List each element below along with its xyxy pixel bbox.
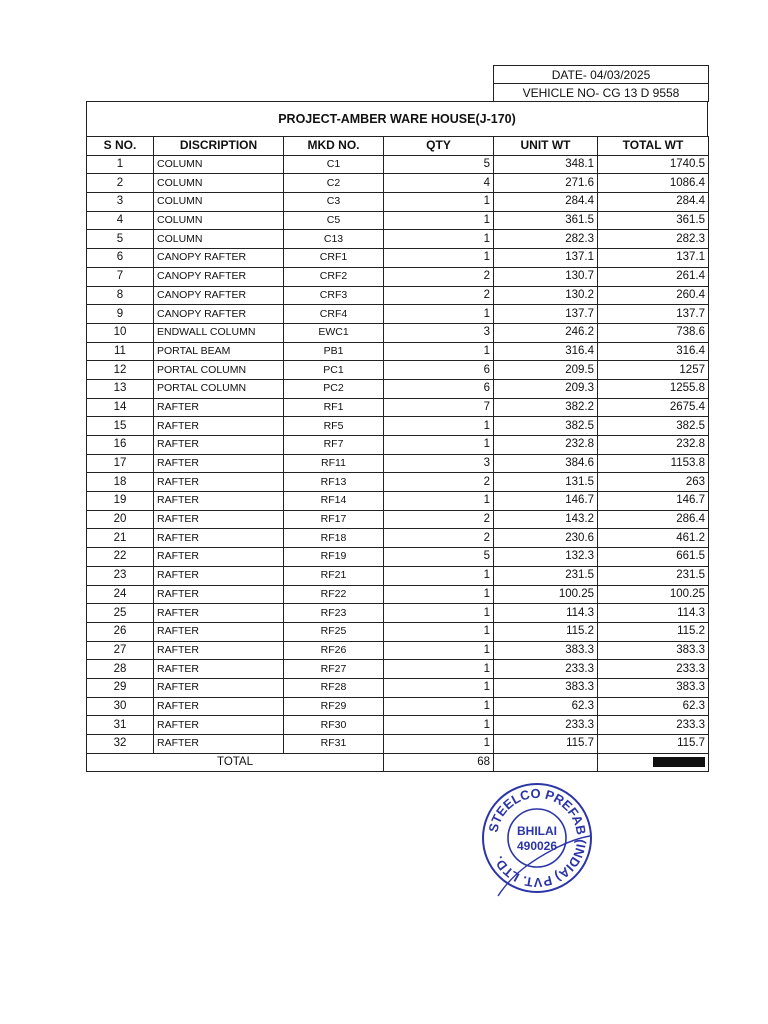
row-description: RAFTER (154, 735, 284, 754)
stamp-pincode: 490026 (516, 839, 558, 853)
row-unit-wt: 209.5 (494, 361, 598, 380)
row-description: COLUMN (154, 193, 284, 212)
row-total-wt: 738.6 (598, 323, 709, 342)
row-sno: 4 (87, 211, 154, 230)
row-qty: 1 (384, 641, 494, 660)
row-qty: 1 (384, 697, 494, 716)
row-qty: 5 (384, 548, 494, 567)
table-row (87, 510, 709, 529)
row-total-wt: 100.25 (598, 585, 709, 604)
row-qty: 1 (384, 585, 494, 604)
row-sno: 23 (87, 566, 154, 585)
row-sno: 31 (87, 716, 154, 735)
row-sno: 28 (87, 660, 154, 679)
row-sno: 5 (87, 230, 154, 249)
row-unit-wt: 115.7 (494, 735, 598, 754)
row-sno: 24 (87, 585, 154, 604)
col-header-qty: QTY (384, 137, 494, 156)
row-total-wt: 661.5 (598, 548, 709, 567)
row-sno: 30 (87, 697, 154, 716)
row-sno: 6 (87, 249, 154, 268)
row-mkd-no: RF13 (284, 473, 384, 492)
row-unit-wt: 100.25 (494, 585, 598, 604)
row-qty: 1 (384, 566, 494, 585)
row-description: CANOPY RAFTER (154, 267, 284, 286)
row-total-wt: 286.4 (598, 510, 709, 529)
row-unit-wt: 384.6 (494, 454, 598, 473)
row-sno: 21 (87, 529, 154, 548)
row-total-wt: 115.7 (598, 735, 709, 754)
table-row (87, 678, 709, 697)
row-sno: 13 (87, 379, 154, 398)
row-sno: 2 (87, 174, 154, 193)
total-unit-empty (494, 753, 598, 772)
row-mkd-no: RF23 (284, 604, 384, 623)
col-header-description: DISCRIPTION (154, 137, 284, 156)
row-qty: 1 (384, 342, 494, 361)
row-qty: 2 (384, 510, 494, 529)
table-row (87, 585, 709, 604)
row-total-wt: 382.5 (598, 417, 709, 436)
row-unit-wt: 131.5 (494, 473, 598, 492)
table-row (87, 230, 709, 249)
row-total-wt: 233.3 (598, 660, 709, 679)
row-description: RAFTER (154, 641, 284, 660)
table-row (87, 211, 709, 230)
row-sno: 25 (87, 604, 154, 623)
row-mkd-no: PC2 (284, 379, 384, 398)
row-total-wt: 146.7 (598, 492, 709, 511)
row-total-wt: 114.3 (598, 604, 709, 623)
row-qty: 1 (384, 604, 494, 623)
row-mkd-no: RF28 (284, 678, 384, 697)
row-unit-wt: 132.3 (494, 548, 598, 567)
row-description: CANOPY RAFTER (154, 305, 284, 324)
table-row (87, 604, 709, 623)
table-row (87, 379, 709, 398)
row-description: CANOPY RAFTER (154, 286, 284, 305)
row-mkd-no: CRF1 (284, 249, 384, 268)
row-unit-wt: 361.5 (494, 211, 598, 230)
row-description: RAFTER (154, 585, 284, 604)
table-row (87, 323, 709, 342)
row-total-wt: 1086.4 (598, 174, 709, 193)
row-unit-wt: 231.5 (494, 566, 598, 585)
row-mkd-no: RF1 (284, 398, 384, 417)
row-sno: 27 (87, 641, 154, 660)
row-unit-wt: 382.2 (494, 398, 598, 417)
row-unit-wt: 230.6 (494, 529, 598, 548)
row-mkd-no: RF19 (284, 548, 384, 567)
row-mkd-no: CRF3 (284, 286, 384, 305)
row-unit-wt: 146.7 (494, 492, 598, 511)
row-total-wt: 383.3 (598, 678, 709, 697)
row-total-wt: 361.5 (598, 211, 709, 230)
row-total-wt: 231.5 (598, 566, 709, 585)
row-unit-wt: 282.3 (494, 230, 598, 249)
row-description: RAFTER (154, 417, 284, 436)
table-row (87, 641, 709, 660)
row-qty: 1 (384, 305, 494, 324)
row-qty: 2 (384, 286, 494, 305)
row-total-wt: 263 (598, 473, 709, 492)
row-mkd-no: RF5 (284, 417, 384, 436)
row-unit-wt: 137.1 (494, 249, 598, 268)
row-description: PORTAL COLUMN (154, 379, 284, 398)
row-mkd-no: RF26 (284, 641, 384, 660)
row-sno: 11 (87, 342, 154, 361)
total-row (87, 753, 709, 772)
row-description: COLUMN (154, 230, 284, 249)
row-mkd-no: RF11 (284, 454, 384, 473)
row-qty: 1 (384, 678, 494, 697)
row-sno: 26 (87, 622, 154, 641)
row-description: RAFTER (154, 529, 284, 548)
table-header-row (87, 137, 709, 156)
row-qty: 3 (384, 323, 494, 342)
row-mkd-no: RF30 (284, 716, 384, 735)
row-total-wt: 137.7 (598, 305, 709, 324)
table-row (87, 174, 709, 193)
row-qty: 1 (384, 417, 494, 436)
row-sno: 19 (87, 492, 154, 511)
row-qty: 1 (384, 660, 494, 679)
col-header-total-wt: TOTAL WT (598, 137, 709, 156)
table-row (87, 436, 709, 455)
row-total-wt: 62.3 (598, 697, 709, 716)
row-description: COLUMN (154, 211, 284, 230)
row-description: RAFTER (154, 492, 284, 511)
row-qty: 2 (384, 529, 494, 548)
row-mkd-no: RF14 (284, 492, 384, 511)
items-table (86, 136, 709, 772)
row-total-wt: 1153.8 (598, 454, 709, 473)
table-row (87, 622, 709, 641)
company-stamp (478, 778, 596, 898)
table-body (87, 155, 709, 753)
row-qty: 2 (384, 267, 494, 286)
row-sno: 18 (87, 473, 154, 492)
row-total-wt: 261.4 (598, 267, 709, 286)
row-qty: 1 (384, 211, 494, 230)
row-description: RAFTER (154, 473, 284, 492)
row-unit-wt: 233.3 (494, 660, 598, 679)
col-header-mkd-no: MKD NO. (284, 137, 384, 156)
row-total-wt: 1255.8 (598, 379, 709, 398)
row-total-wt: 383.3 (598, 641, 709, 660)
row-description: COLUMN (154, 155, 284, 174)
row-description: RAFTER (154, 548, 284, 567)
row-unit-wt: 137.7 (494, 305, 598, 324)
row-qty: 1 (384, 230, 494, 249)
row-total-wt: 282.3 (598, 230, 709, 249)
row-total-wt: 233.3 (598, 716, 709, 735)
row-unit-wt: 130.7 (494, 267, 598, 286)
table-row (87, 305, 709, 324)
row-total-wt: 2675.4 (598, 398, 709, 417)
row-total-wt: 115.2 (598, 622, 709, 641)
row-total-wt: 284.4 (598, 193, 709, 212)
stamp-ring-text: STEELCO PREFAB (INDIA) PVT. LTD. (485, 785, 590, 891)
row-unit-wt: 233.3 (494, 716, 598, 735)
table-row (87, 342, 709, 361)
row-total-wt: 1257 (598, 361, 709, 380)
row-total-wt: 1740.5 (598, 155, 709, 174)
row-mkd-no: CRF4 (284, 305, 384, 324)
table-row (87, 454, 709, 473)
row-total-wt: 260.4 (598, 286, 709, 305)
row-sno: 8 (87, 286, 154, 305)
row-description: RAFTER (154, 398, 284, 417)
table-row (87, 548, 709, 567)
row-sno: 14 (87, 398, 154, 417)
table-row (87, 361, 709, 380)
row-qty: 1 (384, 249, 494, 268)
row-qty: 6 (384, 361, 494, 380)
total-qty: 68 (384, 753, 494, 772)
row-sno: 3 (87, 193, 154, 212)
row-description: RAFTER (154, 678, 284, 697)
total-weight-redacted (598, 753, 709, 772)
row-qty: 1 (384, 193, 494, 212)
row-qty: 2 (384, 473, 494, 492)
row-qty: 1 (384, 436, 494, 455)
row-unit-wt: 316.4 (494, 342, 598, 361)
row-sno: 7 (87, 267, 154, 286)
row-total-wt: 137.1 (598, 249, 709, 268)
table-row (87, 566, 709, 585)
row-unit-wt: 284.4 (494, 193, 598, 212)
row-mkd-no: RF27 (284, 660, 384, 679)
redaction-mark (653, 757, 705, 767)
row-qty: 3 (384, 454, 494, 473)
row-description: RAFTER (154, 566, 284, 585)
date-line: DATE- 04/03/2025 (494, 66, 708, 84)
table-row (87, 660, 709, 679)
row-mkd-no: RF29 (284, 697, 384, 716)
stamp-city: BHILAI (517, 824, 557, 838)
row-unit-wt: 232.8 (494, 436, 598, 455)
row-sno: 20 (87, 510, 154, 529)
row-sno: 15 (87, 417, 154, 436)
row-unit-wt: 383.3 (494, 641, 598, 660)
row-mkd-no: C5 (284, 211, 384, 230)
row-total-wt: 316.4 (598, 342, 709, 361)
table-row (87, 286, 709, 305)
row-description: PORTAL COLUMN (154, 361, 284, 380)
row-description: RAFTER (154, 436, 284, 455)
total-label: TOTAL (87, 753, 384, 772)
row-total-wt: 461.2 (598, 529, 709, 548)
table-row (87, 398, 709, 417)
row-description: RAFTER (154, 604, 284, 623)
row-unit-wt: 246.2 (494, 323, 598, 342)
table-row (87, 716, 709, 735)
vehicle-line: VEHICLE NO- CG 13 D 9558 (494, 84, 708, 102)
row-mkd-no: RF17 (284, 510, 384, 529)
row-sno: 32 (87, 735, 154, 754)
row-sno: 1 (87, 155, 154, 174)
row-sno: 16 (87, 436, 154, 455)
row-total-wt: 232.8 (598, 436, 709, 455)
row-sno: 17 (87, 454, 154, 473)
row-qty: 4 (384, 174, 494, 193)
row-description: RAFTER (154, 716, 284, 735)
row-unit-wt: 62.3 (494, 697, 598, 716)
row-mkd-no: RF7 (284, 436, 384, 455)
row-qty: 6 (384, 379, 494, 398)
table-row (87, 267, 709, 286)
row-sno: 9 (87, 305, 154, 324)
table-row (87, 473, 709, 492)
row-qty: 5 (384, 155, 494, 174)
row-description: CANOPY RAFTER (154, 249, 284, 268)
row-description: PORTAL BEAM (154, 342, 284, 361)
packing-list-sheet (86, 101, 708, 772)
row-qty: 1 (384, 716, 494, 735)
table-row (87, 417, 709, 436)
row-mkd-no: C2 (284, 174, 384, 193)
table-row (87, 735, 709, 754)
row-unit-wt: 130.2 (494, 286, 598, 305)
row-unit-wt: 383.3 (494, 678, 598, 697)
table-row (87, 249, 709, 268)
row-mkd-no: PC1 (284, 361, 384, 380)
project-title: PROJECT-AMBER WARE HOUSE(J-170) (86, 101, 708, 136)
row-mkd-no: CRF2 (284, 267, 384, 286)
table-row (87, 529, 709, 548)
row-mkd-no: RF25 (284, 622, 384, 641)
row-description: RAFTER (154, 510, 284, 529)
table-row (87, 155, 709, 174)
row-unit-wt: 114.3 (494, 604, 598, 623)
row-description: ENDWALL COLUMN (154, 323, 284, 342)
row-qty: 1 (384, 622, 494, 641)
row-unit-wt: 143.2 (494, 510, 598, 529)
row-mkd-no: RF31 (284, 735, 384, 754)
row-sno: 10 (87, 323, 154, 342)
row-sno: 29 (87, 678, 154, 697)
row-mkd-no: RF21 (284, 566, 384, 585)
table-row (87, 492, 709, 511)
row-unit-wt: 209.3 (494, 379, 598, 398)
row-sno: 22 (87, 548, 154, 567)
table-row (87, 697, 709, 716)
row-qty: 7 (384, 398, 494, 417)
row-mkd-no: C1 (284, 155, 384, 174)
row-mkd-no: RF22 (284, 585, 384, 604)
row-description: COLUMN (154, 174, 284, 193)
row-mkd-no: PB1 (284, 342, 384, 361)
row-mkd-no: C3 (284, 193, 384, 212)
row-description: RAFTER (154, 454, 284, 473)
row-qty: 1 (384, 492, 494, 511)
row-description: RAFTER (154, 660, 284, 679)
col-header-unit-wt: UNIT WT (494, 137, 598, 156)
header-box (493, 65, 709, 102)
row-description: RAFTER (154, 622, 284, 641)
row-mkd-no: EWC1 (284, 323, 384, 342)
row-unit-wt: 382.5 (494, 417, 598, 436)
row-mkd-no: RF18 (284, 529, 384, 548)
row-unit-wt: 115.2 (494, 622, 598, 641)
row-description: RAFTER (154, 697, 284, 716)
row-sno: 12 (87, 361, 154, 380)
col-header-sno: S NO. (87, 137, 154, 156)
row-mkd-no: C13 (284, 230, 384, 249)
row-qty: 1 (384, 735, 494, 754)
row-unit-wt: 271.6 (494, 174, 598, 193)
table-row (87, 193, 709, 212)
row-unit-wt: 348.1 (494, 155, 598, 174)
